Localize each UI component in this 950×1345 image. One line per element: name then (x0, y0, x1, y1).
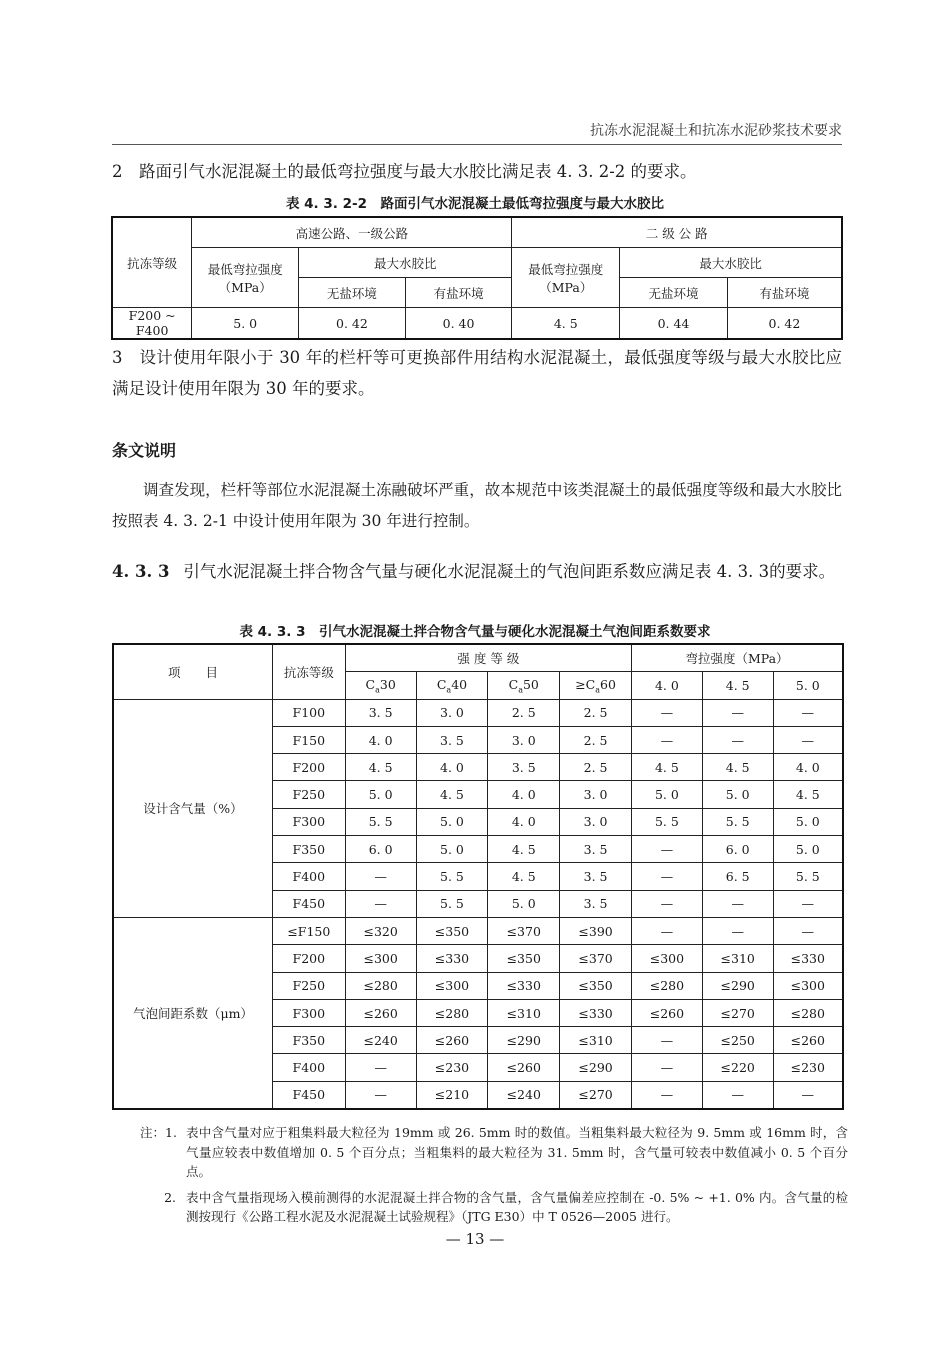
t2-value-cell: 5. 5 (345, 808, 416, 835)
t2-grade-cell: F400 (272, 863, 345, 890)
note-text: 调查发现，栏杆等部位水泥混凝土冻融破坏严重，故本规范中该类混凝土的最低强度等级和最大水胶比按照表 4. 3. 2-1 中设计使用年限为 30 年进行控制。 (112, 481, 842, 530)
t2-value-cell: ≤310 (560, 1027, 632, 1054)
t2-value-cell: ≤350 (488, 945, 560, 972)
t2-value-cell: — (631, 890, 702, 917)
t1-group2-header: 二 级 公 路 (512, 217, 842, 248)
t2-strength-group: 强 度 等 级 (345, 644, 631, 672)
t2-value-cell: ≤270 (560, 1081, 632, 1109)
table-4-3-2-2 (111, 216, 843, 340)
t2-value-cell: 4. 5 (416, 781, 488, 808)
t2-value-cell: ≤260 (773, 1027, 843, 1054)
t2-value-cell: 5. 0 (416, 808, 488, 835)
t2-value-cell: 3. 0 (488, 726, 560, 753)
t2-value-cell: — (631, 1054, 702, 1081)
t2-value-cell: 4. 0 (773, 754, 843, 781)
t2-value-cell: 4. 5 (488, 863, 560, 890)
note-heading: 条文说明 (112, 441, 177, 460)
t2-grade-cell: F350 (272, 836, 345, 863)
t2-value-cell: 5. 5 (631, 808, 702, 835)
t2-value-cell: — (631, 917, 702, 944)
footnote-1 (140, 1123, 848, 1182)
table1-caption: 表 4. 3. 2-2 路面引气水泥混凝土最低弯拉强度与最大水胶比 (285, 196, 665, 212)
t1-cell: 5. 0 (192, 308, 299, 340)
t2-value-cell: ≤330 (488, 972, 560, 999)
t2-value-cell: ≤220 (702, 1054, 773, 1081)
t2-value-cell: ≤300 (416, 972, 488, 999)
t2-value-cell: 4. 0 (488, 781, 560, 808)
t2-value-cell: — (702, 726, 773, 753)
t2-value-cell: — (631, 699, 702, 726)
t2-value-cell: — (345, 1054, 416, 1081)
t1-cell: 0. 42 (299, 308, 406, 340)
t2-value-cell: 5. 0 (773, 836, 843, 863)
t2-value-cell: 3. 5 (416, 726, 488, 753)
t2-grade-cell: F300 (272, 999, 345, 1026)
t2-grade-cell: F400 (272, 1054, 345, 1081)
t2-value-cell: 5. 0 (702, 781, 773, 808)
t2-value-cell: — (631, 863, 702, 890)
t1-group1-header: 高速公路、一级公路 (192, 217, 512, 248)
t2-value-cell: ≤320 (345, 917, 416, 944)
t2-value-cell: ≤330 (560, 999, 632, 1026)
t2-sub-header: $C_a30$ (345, 672, 416, 699)
t2-value-cell: 3. 5 (560, 890, 632, 917)
table-row (113, 917, 843, 944)
t2-value-cell: — (773, 1081, 843, 1109)
t2-value-cell: ≤270 (702, 999, 773, 1026)
t2-value-cell: 6. 0 (345, 836, 416, 863)
t2-value-cell: — (631, 836, 702, 863)
t2-sub-header: 4. 5 (702, 672, 773, 699)
footnote-label: 注：1. (140, 1125, 177, 1140)
t2-value-cell: 4. 5 (773, 781, 843, 808)
t2-value-cell: ≤280 (416, 999, 488, 1026)
t2-value-cell: 4. 5 (702, 754, 773, 781)
t2-value-cell: 5. 0 (345, 781, 416, 808)
t2-value-cell: ≤370 (488, 917, 560, 944)
t2-value-cell: ≤370 (560, 945, 632, 972)
t2-value-cell: 4. 0 (488, 808, 560, 835)
t2-value-cell: ≤280 (345, 972, 416, 999)
t2-value-cell: — (631, 1027, 702, 1054)
running-header: 抗冻水泥混凝土和抗冻水泥砂浆技术要求 (590, 123, 842, 139)
t2-value-cell: 5. 5 (416, 890, 488, 917)
t2-value-cell: ≤260 (631, 999, 702, 1026)
t2-value-cell: — (631, 726, 702, 753)
t2-value-cell: — (702, 890, 773, 917)
t2-value-cell: ≤290 (702, 972, 773, 999)
t2-value-cell: 5. 5 (416, 863, 488, 890)
t2-value-cell: 3. 5 (560, 863, 632, 890)
t2-grade-cell: F350 (272, 1027, 345, 1054)
t2-grade-header: 抗冻等级 (272, 644, 345, 699)
table2-caption: 表 4. 3. 3 引气水泥混凝土拌合物含气量与硬化水泥混凝土气泡间距系数要求 (239, 624, 711, 640)
t2-value-cell: — (702, 699, 773, 726)
t1-no-salt-2: 无盐环境 (620, 278, 728, 308)
t2-value-cell: ≤280 (773, 999, 843, 1026)
t2-value-cell: 4. 0 (416, 754, 488, 781)
t2-value-cell: ≤350 (560, 972, 632, 999)
t2-value-cell: ≤210 (416, 1081, 488, 1109)
t2-value-cell: 6. 0 (702, 836, 773, 863)
t2-value-cell: ≤240 (488, 1081, 560, 1109)
page-number: — 13 — (445, 1230, 505, 1248)
t1-cell: 4. 5 (512, 308, 620, 340)
footnotes (140, 1123, 848, 1227)
t2-grade-cell: F100 (272, 699, 345, 726)
t2-grade-cell: ≤F150 (272, 917, 345, 944)
t2-sub-header: 4. 0 (631, 672, 702, 699)
t2-grade-cell: F250 (272, 781, 345, 808)
clause-4-3-3 (112, 556, 842, 587)
footnote-label: 2. (164, 1189, 176, 1205)
t1-max-wb-1: 最大水胶比 (299, 248, 512, 278)
t2-value-cell: ≤260 (488, 1054, 560, 1081)
t2-value-cell: — (702, 1081, 773, 1109)
t2-grade-cell: F250 (272, 972, 345, 999)
t2-flexural-group: 弯拉强度（MPa） (631, 644, 843, 672)
t2-value-cell: ≤230 (773, 1054, 843, 1081)
paragraph-2: 2 路面引气水泥混凝土的最低弯拉强度与最大水胶比满足表 4. 3. 2-2 的要求。 (112, 162, 697, 181)
paragraph-3: 3 设计使用年限小于 30 年的栏杆等可更换部件用结构水泥混凝土，最低强度等级与最大水胶比应满足设计使用年限为 30 年的要求。 (112, 348, 842, 398)
t2-value-cell: ≤260 (345, 999, 416, 1026)
footnote-2 (140, 1188, 848, 1227)
t2-value-cell: — (345, 863, 416, 890)
t2-value-cell: 2. 5 (560, 726, 632, 753)
t2-value-cell: 4. 5 (488, 836, 560, 863)
t2-value-cell: 5. 0 (488, 890, 560, 917)
t2-sub-header: $C_a50$ (488, 672, 560, 699)
t1-data-row (112, 308, 842, 340)
t2-value-cell: 5. 0 (773, 808, 843, 835)
t2-value-cell: 3. 0 (560, 808, 632, 835)
t2-item-header: 项 目 (113, 644, 272, 699)
t2-value-cell: 5. 0 (631, 781, 702, 808)
table-4-3-3 (112, 643, 844, 1110)
clause-text: 引气水泥混凝土拌合物含气量与硬化水泥混凝土的气泡间距系数应满足表 4. 3. 3的要求。 (183, 562, 836, 581)
t2-value-cell: 4. 0 (345, 726, 416, 753)
t2-value-cell: ≤290 (488, 1027, 560, 1054)
t2-grade-cell: F150 (272, 726, 345, 753)
t1-salt-1: 有盐环境 (405, 278, 512, 308)
t2-value-cell: 2. 5 (488, 699, 560, 726)
t2-value-cell: ≤240 (345, 1027, 416, 1054)
t2-grade-cell: F450 (272, 890, 345, 917)
t2-value-cell: ≤350 (416, 917, 488, 944)
t2-value-cell: ≤310 (702, 945, 773, 972)
t2-value-cell: — (702, 917, 773, 944)
t2-value-cell: — (773, 890, 843, 917)
t2-value-cell: ≤280 (631, 972, 702, 999)
t1-min-strength-1: 最低弯拉强度 （MPa） (192, 248, 299, 308)
t1-cell: 0. 44 (620, 308, 728, 340)
t1-salt-2: 有盐环境 (727, 278, 842, 308)
t1-no-salt-1: 无盐环境 (299, 278, 406, 308)
t2-value-cell: 4. 5 (345, 754, 416, 781)
footnote-text: 表中含气量指现场入模前测得的水泥混凝土拌合物的含气量，含气量偏差应控制在 -0. 5% ~ +1. 0% 内。含气量的检测按现行《公路工程水泥及水泥混凝土试验规程》（JTG E30）中 T 0526—2005 进行。 (186, 1189, 848, 1224)
t2-value-cell: — (773, 917, 843, 944)
t2-value-cell: ≤330 (416, 945, 488, 972)
footnote-text: 表中含气量对应于粗集料最大粒径为 19mm 或 26. 5mm 时的数值。当粗集料最大粒径为 9. 5mm 或 16mm 时，含气量应较表中数值增加 0. 5 个百分点；当粗集料的最大粒径为 31. 5mm 时，含气量可较表中数值减小 0. 5 个百分点。 (186, 1125, 848, 1179)
t2-value-cell: ≤300 (631, 945, 702, 972)
t2-value-cell: ≤300 (773, 972, 843, 999)
t2-value-cell: — (345, 1081, 416, 1109)
t2-value-cell: 3. 5 (488, 754, 560, 781)
clause-number: 4. 3. 3 (112, 562, 170, 581)
t2-value-cell: ≤250 (702, 1027, 773, 1054)
t2-value-cell: ≤230 (416, 1054, 488, 1081)
t2-value-cell: ≤330 (773, 945, 843, 972)
t2-value-cell: ≤310 (488, 999, 560, 1026)
t2-value-cell: ≤290 (560, 1054, 632, 1081)
t2-grade-cell: F200 (272, 945, 345, 972)
t2-sub-header: 5. 0 (773, 672, 843, 699)
t2-value-cell: — (345, 890, 416, 917)
t2-grade-cell: F450 (272, 1081, 345, 1109)
t2-grade-cell: F200 (272, 754, 345, 781)
t2-value-cell: 3. 5 (345, 699, 416, 726)
t2-section-label: 气泡间距系数（μm） (113, 917, 272, 1109)
t1-cell: 0. 42 (727, 308, 842, 340)
t1-cell: 0. 40 (405, 308, 512, 340)
t2-value-cell: 2. 5 (560, 699, 632, 726)
t2-value-cell: 6. 5 (702, 863, 773, 890)
t2-value-cell: — (773, 699, 843, 726)
t2-grade-cell: F300 (272, 808, 345, 835)
t2-value-cell: — (773, 726, 843, 753)
t2-value-cell: 5. 5 (702, 808, 773, 835)
t2-sub-header: $\ge C_a60$ (560, 672, 632, 699)
t2-value-cell: 5. 5 (773, 863, 843, 890)
t2-section-label: 设计含气量（%） (113, 699, 272, 917)
t1-cell: F200 ~ F400 (112, 308, 192, 340)
t2-value-cell: ≤390 (560, 917, 632, 944)
t1-max-wb-2: 最大水胶比 (620, 248, 842, 278)
t2-sub-header: $C_a40$ (416, 672, 488, 699)
t2-value-cell: 3. 0 (416, 699, 488, 726)
t1-grade-header: 抗冻等级 (112, 217, 192, 308)
table-row (113, 699, 843, 726)
header-rule (112, 144, 842, 145)
t2-value-cell: 2. 5 (560, 754, 632, 781)
t2-value-cell: ≤300 (345, 945, 416, 972)
t2-value-cell: 5. 0 (416, 836, 488, 863)
t2-value-cell: 4. 5 (631, 754, 702, 781)
t2-value-cell: 3. 0 (560, 781, 632, 808)
t2-value-cell: — (631, 1081, 702, 1109)
t2-value-cell: ≤260 (416, 1027, 488, 1054)
t1-min-strength-2: 最低弯拉强度 （MPa） (512, 248, 620, 308)
t2-value-cell: 3. 5 (560, 836, 632, 863)
